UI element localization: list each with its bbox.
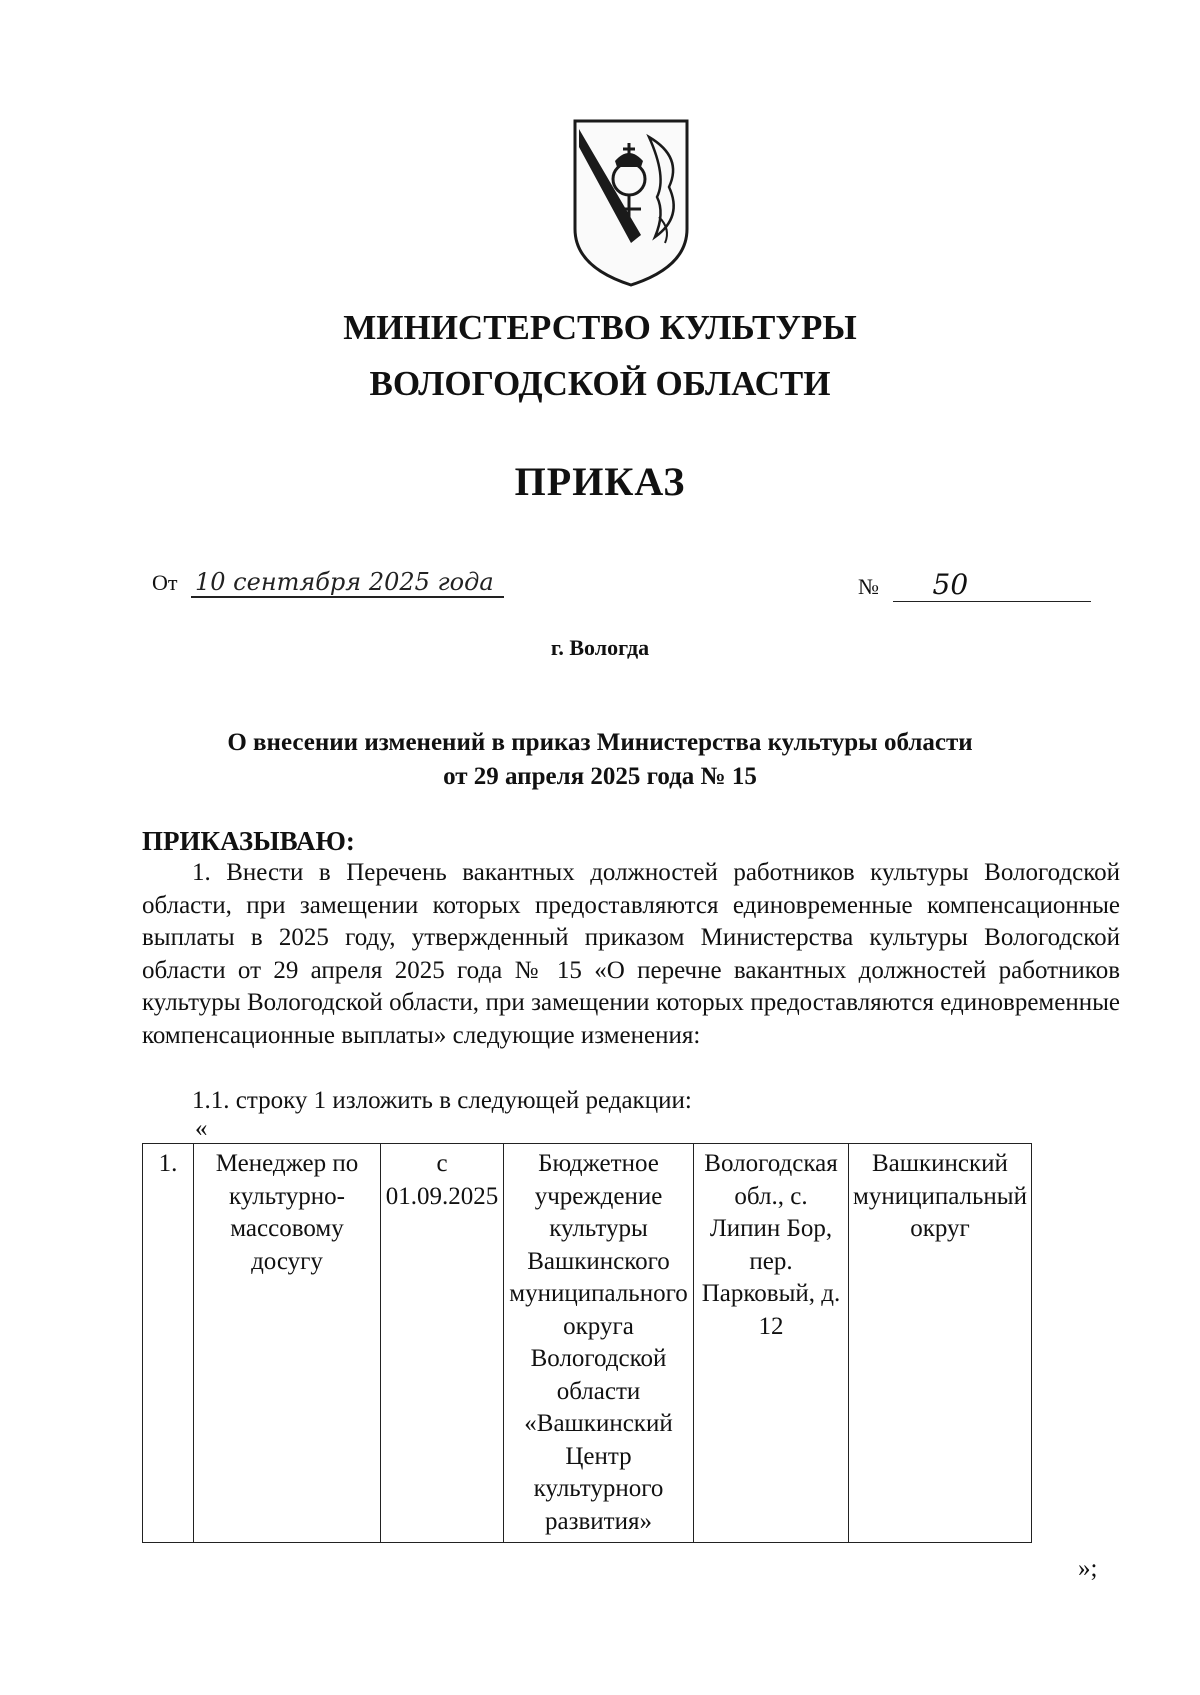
- orders-heading: ПРИКАЗЫВАЮ:: [142, 826, 355, 856]
- city-name: г. Вологда: [550, 635, 650, 660]
- handwritten-date: 10 сентября 2025 года: [191, 568, 504, 598]
- cell-date: с 01.09.2025: [381, 1144, 504, 1543]
- subject-line-2: от 29 апреля 2025 года № 15: [443, 763, 757, 790]
- date-row: [152, 568, 504, 596]
- paragraph-1: 1. Внести в Перечень вакантных должностей работников культуры Вологодской области, при замещении которых предоставляются единовременные компенсационные выплаты в 2025 году, утвержденный приказом Министерства культуры Вологодской области от 29 апреля 2025 года № 15 «О перечне вакантных должностей работников культуры Вологодской области, при замещении которых предоставляются единовременные компенсационные выплаты» следующие изменения:: [142, 859, 1120, 1049]
- order-subject: [0, 726, 1200, 794]
- ministry-line-2: ВОЛОГОДСКОЙ ОБЛАСТИ: [369, 364, 831, 403]
- table-row: [143, 1144, 1032, 1543]
- closing-quote: »;: [1078, 1555, 1098, 1582]
- document-type-title: ПРИКАЗ: [514, 459, 686, 504]
- cell-address: Вологодская обл., с. Липин Бор, пер. Парковый, д. 12: [694, 1144, 849, 1543]
- ministry-name: [0, 300, 1200, 412]
- cell-number: 1.: [143, 1144, 194, 1543]
- coat-of-arms-icon: [571, 117, 691, 289]
- position-table: [142, 1143, 1032, 1543]
- cell-district: Вашкинский муниципальный округ: [849, 1144, 1032, 1543]
- ministry-line-1: МИНИСТЕРСТВО КУЛЬТУРЫ: [343, 308, 857, 347]
- cell-position: Менеджер по культурно-массовому досугу: [194, 1144, 381, 1543]
- date-prefix: От: [152, 570, 178, 595]
- opening-quote: «: [195, 1115, 208, 1142]
- subject-line-1: О внесении изменений в приказ Министерства культуры области: [227, 729, 973, 756]
- number-row: [858, 568, 1091, 602]
- coat-of-arms-emblem: [571, 117, 691, 289]
- paragraph-1-1: 1.1. строку 1 изложить в следующей редакции:: [192, 1087, 692, 1114]
- cell-institution: Бюджетное учреждение культуры Вашкинского муниципального округа Вологодской области «Вашкинский Центр культурного развития»: [504, 1144, 694, 1543]
- number-label: №: [858, 574, 879, 599]
- handwritten-number: 50: [893, 568, 1091, 602]
